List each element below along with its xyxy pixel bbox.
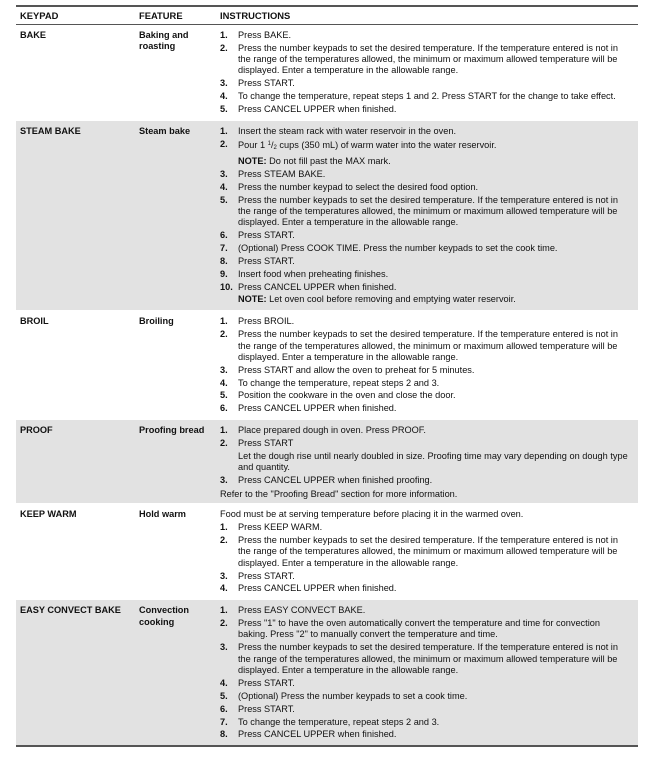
step-number: 2. <box>220 618 228 629</box>
step <box>220 269 632 280</box>
step <box>220 605 632 616</box>
step-text: (Optional) Press the number keypads to set a cook time. <box>238 690 468 701</box>
step-text <box>238 139 632 154</box>
step-number: 2. <box>220 138 228 149</box>
fraction-one-half: $^1/_2$ <box>267 139 277 151</box>
step-number: 1. <box>220 30 228 40</box>
step-text: Insert food when preheating finishes. <box>238 268 389 279</box>
step-number: 2. <box>220 535 228 546</box>
step <box>220 729 632 740</box>
step-number: 6. <box>220 403 228 414</box>
feature-name: Baking and roasting <box>139 30 189 52</box>
step-text: Press the number keypad to select the desired food option. <box>238 181 479 192</box>
table-row-keep-warm <box>16 504 638 600</box>
feature-name: Hold warm <box>139 508 186 519</box>
step-number: 3. <box>220 364 228 375</box>
step-text: Press CANCEL UPPER when finished. <box>238 281 397 292</box>
step-text: Place prepared dough in oven. Press PROOF. <box>238 425 426 436</box>
keypad-name: STEAM BAKE <box>20 126 81 137</box>
step-text: Press CANCEL UPPER when finished. <box>238 403 397 414</box>
fraction-numerator: 1 <box>267 140 271 147</box>
step-text: Press START <box>238 438 294 449</box>
keypad-name: BAKE <box>20 30 47 40</box>
step-text: Press START. <box>238 570 295 581</box>
step-text: Press the number keypads to set the desired temperature. If the temperature entered is not in the range of the temperatures allowed, the minimum or maximum allowed temperature will be displayed. Enter a temperature in the allowable range. <box>238 329 618 362</box>
step-number: 3. <box>220 642 228 653</box>
step-text: Press EASY CONVECT BAKE. <box>238 605 366 616</box>
step-number: 3. <box>220 168 228 179</box>
step-number: 2. <box>220 42 228 53</box>
step-number: 1. <box>220 316 228 327</box>
feature-name: Convection cooking <box>139 605 190 627</box>
step-text: Press START. <box>238 677 295 688</box>
step-text: Press the number keypads to set the desired temperature. If the temperature entered is not in the range of the temperatures allowed, the minimum or maximum allowed temperature will be displayed. Enter a temperature in the allowable range. <box>238 194 618 228</box>
step-number: 1. <box>220 126 228 137</box>
keypad-name: EASY CONVECT BAKE <box>20 605 121 616</box>
step-number: 5. <box>220 690 228 701</box>
table-row-proof <box>16 420 638 504</box>
step <box>220 182 632 193</box>
step-number: 4. <box>220 677 228 688</box>
step-text: Press START. <box>238 255 295 266</box>
keypad-instructions-table <box>16 5 638 747</box>
step <box>220 390 632 401</box>
step <box>220 475 632 486</box>
step-number: 2. <box>220 329 228 340</box>
step-text: Press START. <box>238 703 295 714</box>
step-text: Press START. <box>238 78 295 89</box>
step <box>220 717 632 728</box>
feature-name: Steam bake <box>139 126 191 137</box>
step <box>220 43 632 77</box>
step <box>220 316 632 327</box>
step <box>220 30 632 41</box>
step-text: Press the number keypads to set the desired temperature. If the temperature entered is not in the range of the temperatures allowed, the minimum or maximum allowed temperature will be displayed. Enter a temperature in the allowable range. <box>238 535 618 568</box>
note <box>220 156 632 167</box>
step <box>220 126 632 137</box>
step <box>220 678 632 689</box>
fraction-denominator: 2 <box>273 144 277 151</box>
step <box>220 243 632 254</box>
step <box>220 139 632 154</box>
step-number: 5. <box>220 104 228 115</box>
keypad-name: KEEP WARM <box>20 508 77 519</box>
step-number: 7. <box>220 716 228 727</box>
header-keypad: KEYPAD <box>20 9 59 21</box>
step <box>220 438 632 449</box>
step-number: 3. <box>220 475 228 486</box>
step <box>220 329 632 363</box>
step-number: 4. <box>220 377 228 388</box>
instructions <box>220 30 638 117</box>
step-subtext: Let the dough rise until nearly doubled in size. Proofing time may vary depending on dough type and quantity. <box>238 451 628 473</box>
step <box>220 642 632 676</box>
step <box>220 78 632 89</box>
table-row-broil <box>16 311 638 420</box>
header-instructions: INSTRUCTIONS <box>220 9 291 21</box>
instructions <box>220 605 638 742</box>
step-number: 5. <box>220 390 228 401</box>
step-text: To change the temperature, repeat steps 2 and 3. <box>238 377 440 388</box>
keypad-name: PROOF <box>20 425 53 436</box>
step-number: 4. <box>220 181 228 192</box>
step-number: 8. <box>220 729 228 740</box>
instructions <box>220 316 638 416</box>
table-header <box>16 5 638 25</box>
step-number: 6. <box>220 703 228 714</box>
step-text: Press KEEP WARM. <box>238 522 323 533</box>
table-row-steam-bake <box>16 121 638 311</box>
step-text: (Optional) Press COOK TIME. Press the number keypads to set the cook time. <box>238 242 558 253</box>
step-text: Position the cookware in the oven and close the door. <box>238 390 456 401</box>
step-text: Press the number keypads to set the desired temperature. If the temperature entered is not in the range of the temperatures allowed, the minimum or maximum allowed temperature will be displayed. Enter a temperature in the allowable range. <box>238 42 618 76</box>
instructions <box>220 126 638 307</box>
step-number: 3. <box>220 570 228 581</box>
header-feature: FEATURE <box>139 9 183 21</box>
step <box>220 282 632 293</box>
step-number: 6. <box>220 229 228 240</box>
step-text: Press BROIL. <box>238 316 295 327</box>
step-number: 9. <box>220 268 228 279</box>
step-text: Press BAKE. <box>238 30 292 40</box>
step-text: Press START and allow the oven to preheat for 5 minutes. <box>238 364 475 375</box>
step <box>220 104 632 115</box>
step <box>220 691 632 702</box>
step <box>220 535 632 569</box>
step-number: 1. <box>220 605 228 616</box>
step-number: 1. <box>220 522 228 533</box>
step-number: 4. <box>220 583 228 594</box>
step-number: 8. <box>220 255 228 266</box>
table-row-bake <box>16 25 638 121</box>
note-text: Do not fill past the MAX mark. <box>266 155 391 166</box>
step-text: To change the temperature, repeat steps 2 and 3. <box>238 716 440 727</box>
step-text-pre: Pour 1 <box>238 139 268 150</box>
step <box>220 378 632 389</box>
feature-name: Broiling <box>139 316 174 327</box>
note <box>220 294 632 305</box>
step-number: 10. <box>220 281 233 292</box>
note-label: NOTE: <box>238 155 267 166</box>
step-text: Press STEAM BAKE. <box>238 168 326 179</box>
step <box>220 583 632 594</box>
step-text: To change the temperature, repeat steps 1 and 2. Press START for the change to take effect. <box>238 91 616 102</box>
step-number: 5. <box>220 194 228 205</box>
step <box>220 365 632 376</box>
step-text: Insert the steam rack with water reservoir in the oven. <box>238 126 457 137</box>
step <box>220 522 632 533</box>
table-row-easy-convect-bake <box>16 600 638 747</box>
step-text: Press CANCEL UPPER when finished proofing. <box>238 475 433 486</box>
step-text: Press the number keypads to set the desired temperature. If the temperature entered is not in the range of the temperatures allowed, the minimum or maximum allowed temperature will be displayed. Enter a temperature in the allowable range. <box>238 642 618 675</box>
step <box>220 571 632 582</box>
step-text: Press CANCEL UPPER when finished. <box>238 583 397 594</box>
step-text: Press "1" to have the oven automatically convert the temperature and time for convection baking. Press "2" to manually convert the temperature and time. <box>238 618 600 640</box>
row-intro: Food must be at serving temperature before placing it in the warmed oven. <box>220 508 524 519</box>
instructions <box>220 509 638 596</box>
step <box>220 256 632 267</box>
step-number: 7. <box>220 242 228 253</box>
step <box>220 403 632 414</box>
keypad-name: BROIL <box>20 316 49 327</box>
note-text: Let oven cool before removing and emptying water reservoir. <box>266 294 516 305</box>
step <box>220 618 632 641</box>
feature-name: Proofing bread <box>139 425 205 436</box>
step-text: Press CANCEL UPPER when finished. <box>238 729 397 740</box>
step-text-post: cups (350 mL) of warm water into the water reservoir. <box>276 139 497 150</box>
step <box>220 230 632 241</box>
note-label: NOTE: <box>238 294 267 305</box>
row-footer: Refer to the "Proofing Bread" section for more information. <box>220 488 458 499</box>
step-number: 2. <box>220 438 228 449</box>
step-text: Press CANCEL UPPER when finished. <box>238 104 397 115</box>
instructions <box>220 425 638 500</box>
step <box>220 195 632 229</box>
step <box>220 169 632 180</box>
step-number: 1. <box>220 425 228 436</box>
step-number: 3. <box>220 78 228 89</box>
step-text: Press START. <box>238 229 295 240</box>
step-number: 4. <box>220 91 228 102</box>
step <box>220 91 632 102</box>
step <box>220 425 632 436</box>
step <box>220 704 632 715</box>
